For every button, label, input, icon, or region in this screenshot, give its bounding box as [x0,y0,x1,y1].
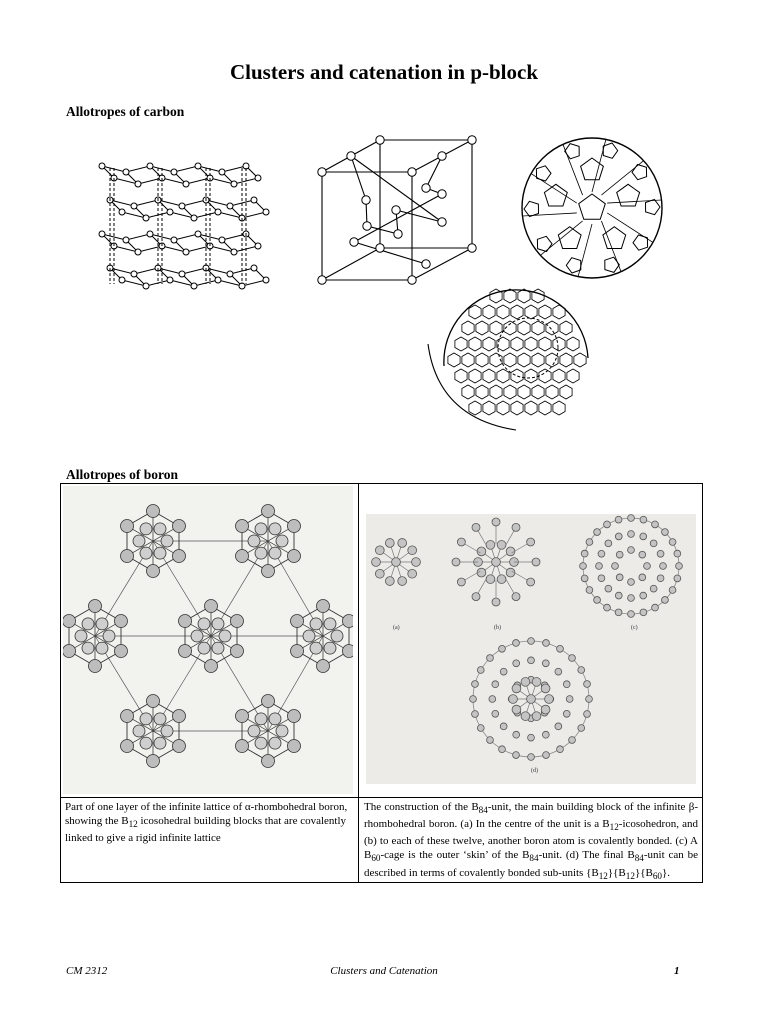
caption-alpha-boron: Part of one layer of the infinite lattice of α-rhombohedral boron, showing the $B_{12}$ icosohedral building blocks that are covalently linked to give a rigid infinite lattice [65,801,348,845]
b84-unit-construction-image [366,514,696,784]
b84-panel-label: (b) [494,625,501,631]
page-number: 1 [674,965,680,977]
caption-b84-unit: The construction of the $B_{84}$-unit, the main building block of the infinite β-rhombohedral boron. (a) In the centre of the unit is a $B_{12}$-icosohedron, and (b) to each of these twelve, another boron atom is covalently bonded. (c) A $B_{60}$-cage is the outer ‘skin’ of the $B_{84}$-unit. (d) The final $B_{84}$-unit can be described in terms of covalently bonded sub-units $\{B_{12}\}\{B_{12}\}\{B_{60}\}$. [364,801,699,881]
c60-fullerene-drawing [514,133,670,283]
section-heading-boron: Allotropes of boron [66,467,179,482]
b84-panel-label: (c) [631,625,638,631]
alpha-rhombohedral-boron-lattice-image [63,486,353,794]
graphite-structure-drawing [92,152,282,297]
table-column-divider [358,484,359,882]
table-row-divider [61,797,702,798]
b84-panel-label: (d) [531,768,538,774]
diamond-cubic-cell-drawing [308,130,488,290]
giant-fullerene-drawing [424,276,600,436]
section-heading-carbon: Allotropes of carbon [66,104,185,119]
footer-course-code: CM 2312 [66,965,108,977]
b84-panel-label: (a) [393,625,400,631]
footer-title: Clusters and Catenation [330,965,438,977]
boron-figure-table [60,483,703,883]
page-title: Clusters and catenation in p-block [229,60,539,84]
